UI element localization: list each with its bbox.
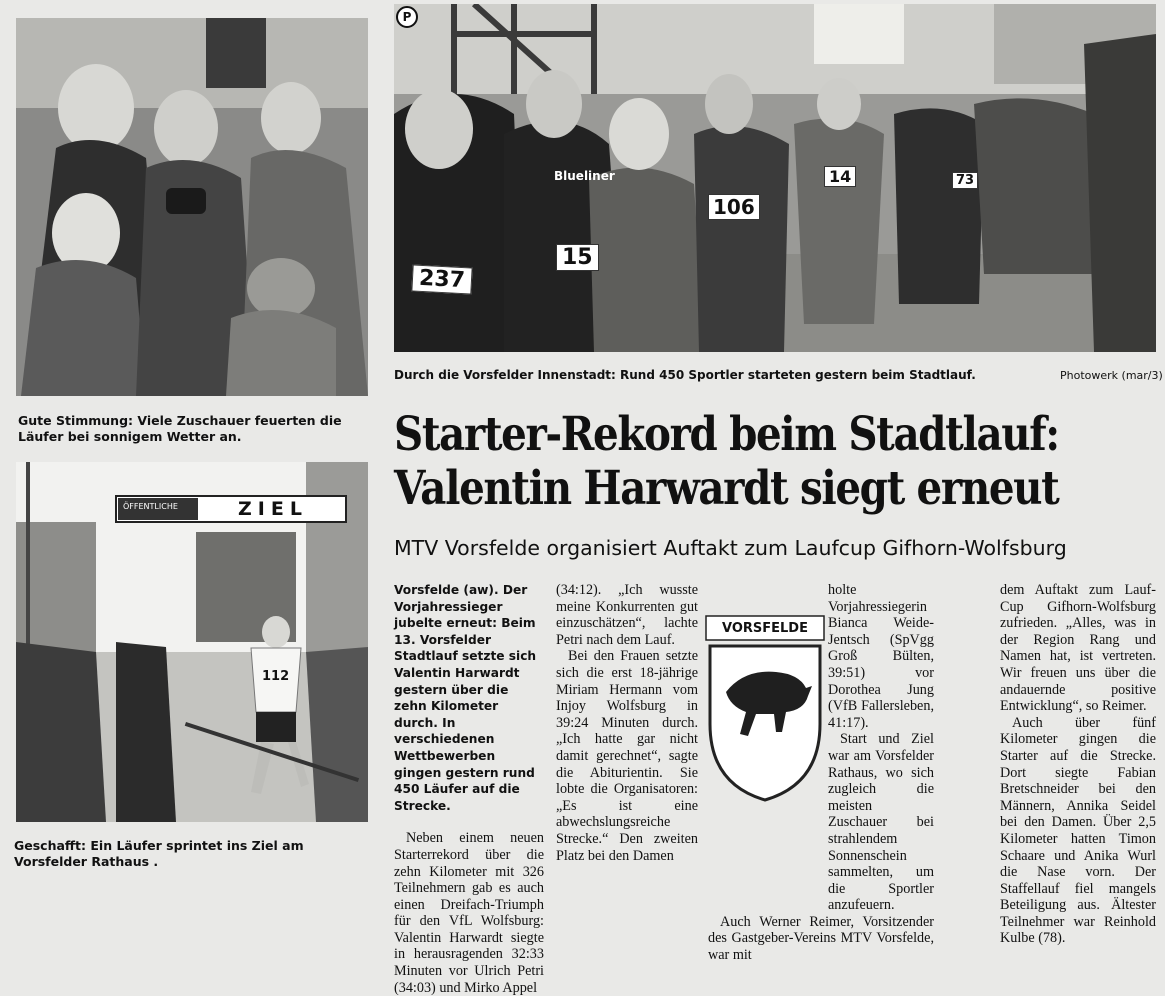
finish-bib: 112 [262, 669, 290, 684]
spectators-caption: Gute Stimmung: Viele Zuschauer feuerten die Läufer bei sonnigem Wetter an. [18, 413, 342, 444]
vorsfelde-crest [704, 614, 826, 804]
article-paragraph: (34:12). „Ich wusste meine Konkurrenten gut einzuschätzen“, lachte Petri nach dem Lauf. [556, 582, 698, 648]
article-paragraph: Neben einem neuen Starterrekord über die zehn Kilometer mit 326 Teilnehmern gab es auch einen Dreifach-Triumph für den VfL Wolfsburg: Valentin Harwardt siegte in herausragenden 32:33 Minuten vor Ulrich Petri (34:03) und Mirko Appel [394, 830, 544, 996]
headline-line-1: Starter-Rekord beim Stadtlauf: [394, 407, 1059, 462]
article-column-1 [394, 582, 544, 996]
headline [394, 407, 1059, 516]
finish-banner-text: ZIEL [238, 498, 308, 520]
spectators-photo [16, 18, 368, 396]
subheadline: MTV Vorsfelde organisiert Auftakt zum Laufcup Gifhorn-Wolfsburg [394, 536, 1067, 560]
article-column-4 [1000, 582, 1156, 947]
article-paragraph: holte Vorjahressiegerin Bianca Weide-Jentsch (SpVgg Groß Bülten, 39:51) vor Dorothea Jung (VfB Fallersleben, 41:17). [828, 582, 934, 731]
headline-line-2: Valentin Harwardt siegt erneut [394, 461, 1059, 516]
finish-banner-sponsor: ÖFFENTLICHE [123, 502, 178, 511]
runner-bib-5: 73 [952, 172, 978, 189]
article-paragraph: Bei den Frauen setzte sich die erst 18-jährige Miriam Hermann vom Injoy Wolfsburg in 39:24 Minuten durch. „Ich hatte gar nicht damit gerechnet“, sagte die Abiturientin. Sie lobte die Organisatoren: „Es ist eine abwechslungsreiche Strecke.“ Den zweiten Platz bei den Damen [556, 648, 698, 864]
article-paragraph: Auch über fünf Kilometer gingen die Starter auf die Strecke. Dort siegte Fabian Bretschneider bei den Männern, Annika Seidel bei den Damen. Über 2,5 Kilometer hatten Timon Schaare und Anika Wurl die Nase vorn. Der Staffellauf fiel mangels Beteiligung aus. Ältester Teilnehmer war Reinhold Kulbe (78). [1000, 714, 1156, 947]
finish-caption: Geschafft: Ein Läufer sprintet ins Ziel am Vorsfelder Rathaus . [14, 838, 304, 869]
article-column-2 [556, 582, 698, 864]
article-paragraph: Auch Werner Reimer, Vorsitzender des Gastgeber-Vereins MTV Vorsfelde, war mit [708, 913, 934, 964]
parking-badge: P [396, 6, 418, 28]
runner-bib-4: 14 [824, 166, 856, 187]
crest-label: VORSFELDE [722, 621, 808, 636]
photo-credit: Photowerk (mar/3) [1060, 369, 1163, 382]
article-lead: Vorsfelde (aw). Der Vorjahressieger jubelte erneut: Beim 13. Vorsfelder Stadtlauf setzte sich Valentin Harwardt gestern über die zehn Kilometer durch. In verschiedenen Wettbewerben gingen gestern rund 450 Läufer auf die Strecke. [394, 583, 537, 813]
runner-bib-2: 15 [556, 244, 599, 271]
finish-photo [16, 462, 368, 822]
runner-bib-3: 106 [708, 194, 760, 220]
article-paragraph: dem Auftakt zum Lauf-Cup Gifhorn-Wolfsburg zufrieden. „Alles, was in der Region Rang und Namen hat, ist vertreten. Wir freuen uns über die andauernde positive Entwicklung“, so Reimer. [1000, 582, 1156, 715]
runner-shirt-text: Blueliner [554, 169, 615, 183]
runners-caption: Durch die Vorsfelder Innenstadt: Rund 450 Sportler starteten gestern beim Stadtlauf. [394, 368, 976, 382]
runners-photo [394, 4, 1156, 352]
article-paragraph: Start und Ziel war am Vorsfelder Rathaus, wo sich zugleich die meisten Zuschauer bei strahlendem Sonnenschein sammelten, um die Sportler anzufeuern. [828, 731, 934, 914]
runner-bib-1: 237 [411, 264, 472, 294]
